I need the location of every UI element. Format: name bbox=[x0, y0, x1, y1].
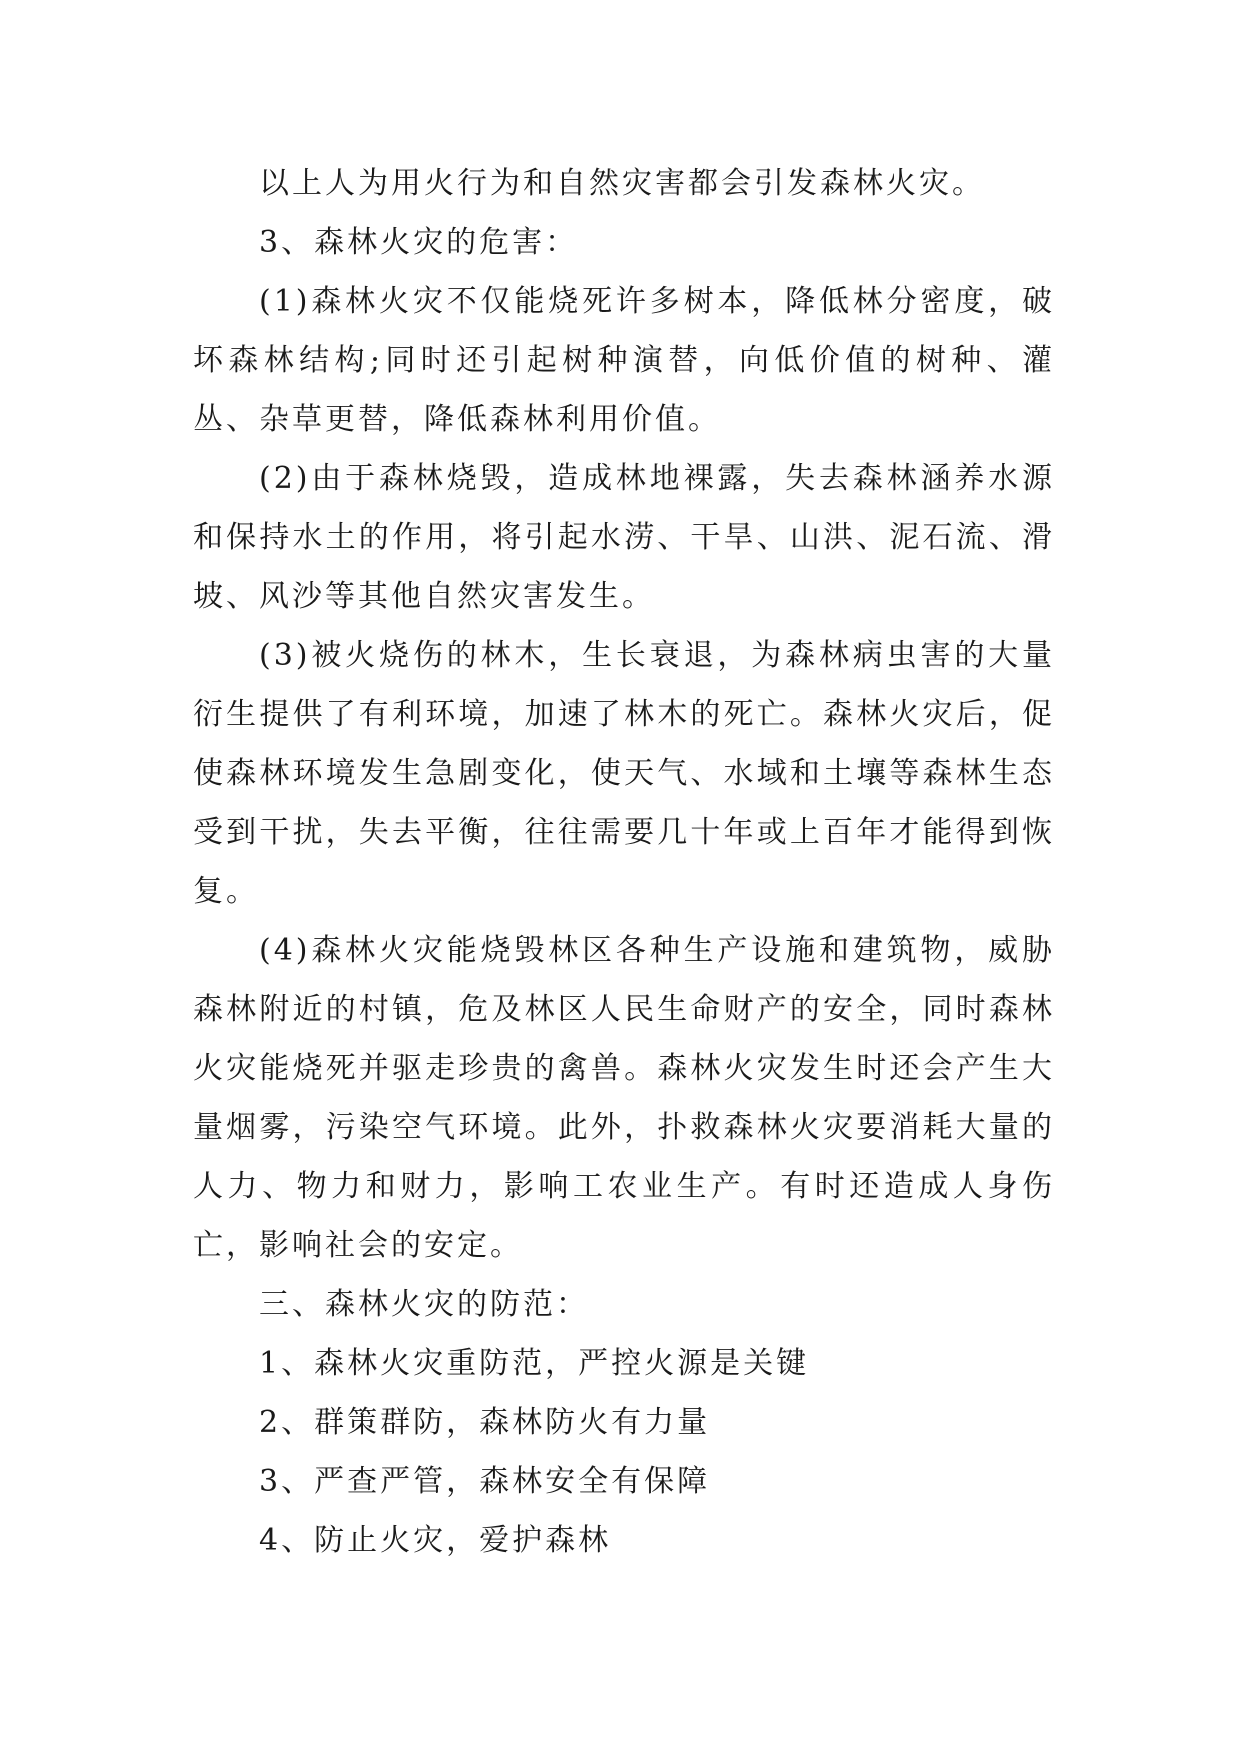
paragraph-harm-3: (3)被火烧伤的林木，生长衰退，为森林病虫害的大量衍生提供了有利环境，加速了林木的死亡。森林火灾后，促使森林环境发生急剧变化，使天气、水域和土壤等森林生态受到干扰，失去平衡，往往需要几十年或上百年才能得到恢复。 bbox=[193, 638, 1055, 909]
paragraph-harm-4: (4)森林火灾能烧毁林区各种生产设施和建筑物，威胁森林附近的村镇，危及林区人民生命财产的安全，同时森林火灾能烧死并驱走珍贵的禽兽。森林火灾发生时还会产生大量烟雾，污染空气环境。此外，扑救森林火灾要消耗大量的人力、物力和财力，影响工农业生产。有时还造成人身伤亡，影响社会的安定。 bbox=[193, 933, 1055, 1263]
heading-forest-fire-prevention: 三、森林火灾的防范： bbox=[259, 1287, 589, 1322]
paragraph-intro-summary: 以上人为用火行为和自然灾害都会引发森林火灾。 bbox=[259, 166, 985, 201]
list-item-prevention-4: 4、防止火灾，爱护森林 bbox=[259, 1523, 612, 1558]
document-body bbox=[193, 154, 1055, 1570]
list-item-prevention-3: 3、严查严管，森林安全有保障 bbox=[259, 1464, 711, 1499]
paragraph-harm-2: (2)由于森林烧毁，造成林地裸露，失去森林涵养水源和保持水土的作用，将引起水涝、干旱、山洪、泥石流、滑坡、风沙等其他自然灾害发生。 bbox=[193, 461, 1055, 614]
list-item-prevention-2: 2、群策群防，森林防火有力量 bbox=[259, 1405, 711, 1440]
heading-forest-fire-harms: 3、森林火灾的危害： bbox=[259, 225, 579, 260]
list-item-prevention-1: 1、森林火灾重防范，严控火源是关键 bbox=[259, 1346, 810, 1381]
paragraph-harm-1: (1)森林火灾不仅能烧死许多树本，降低林分密度，破坏森林结构;同时还引起树种演替，向低价值的树种、灌丛、杂草更替，降低森林利用价值。 bbox=[193, 284, 1055, 437]
